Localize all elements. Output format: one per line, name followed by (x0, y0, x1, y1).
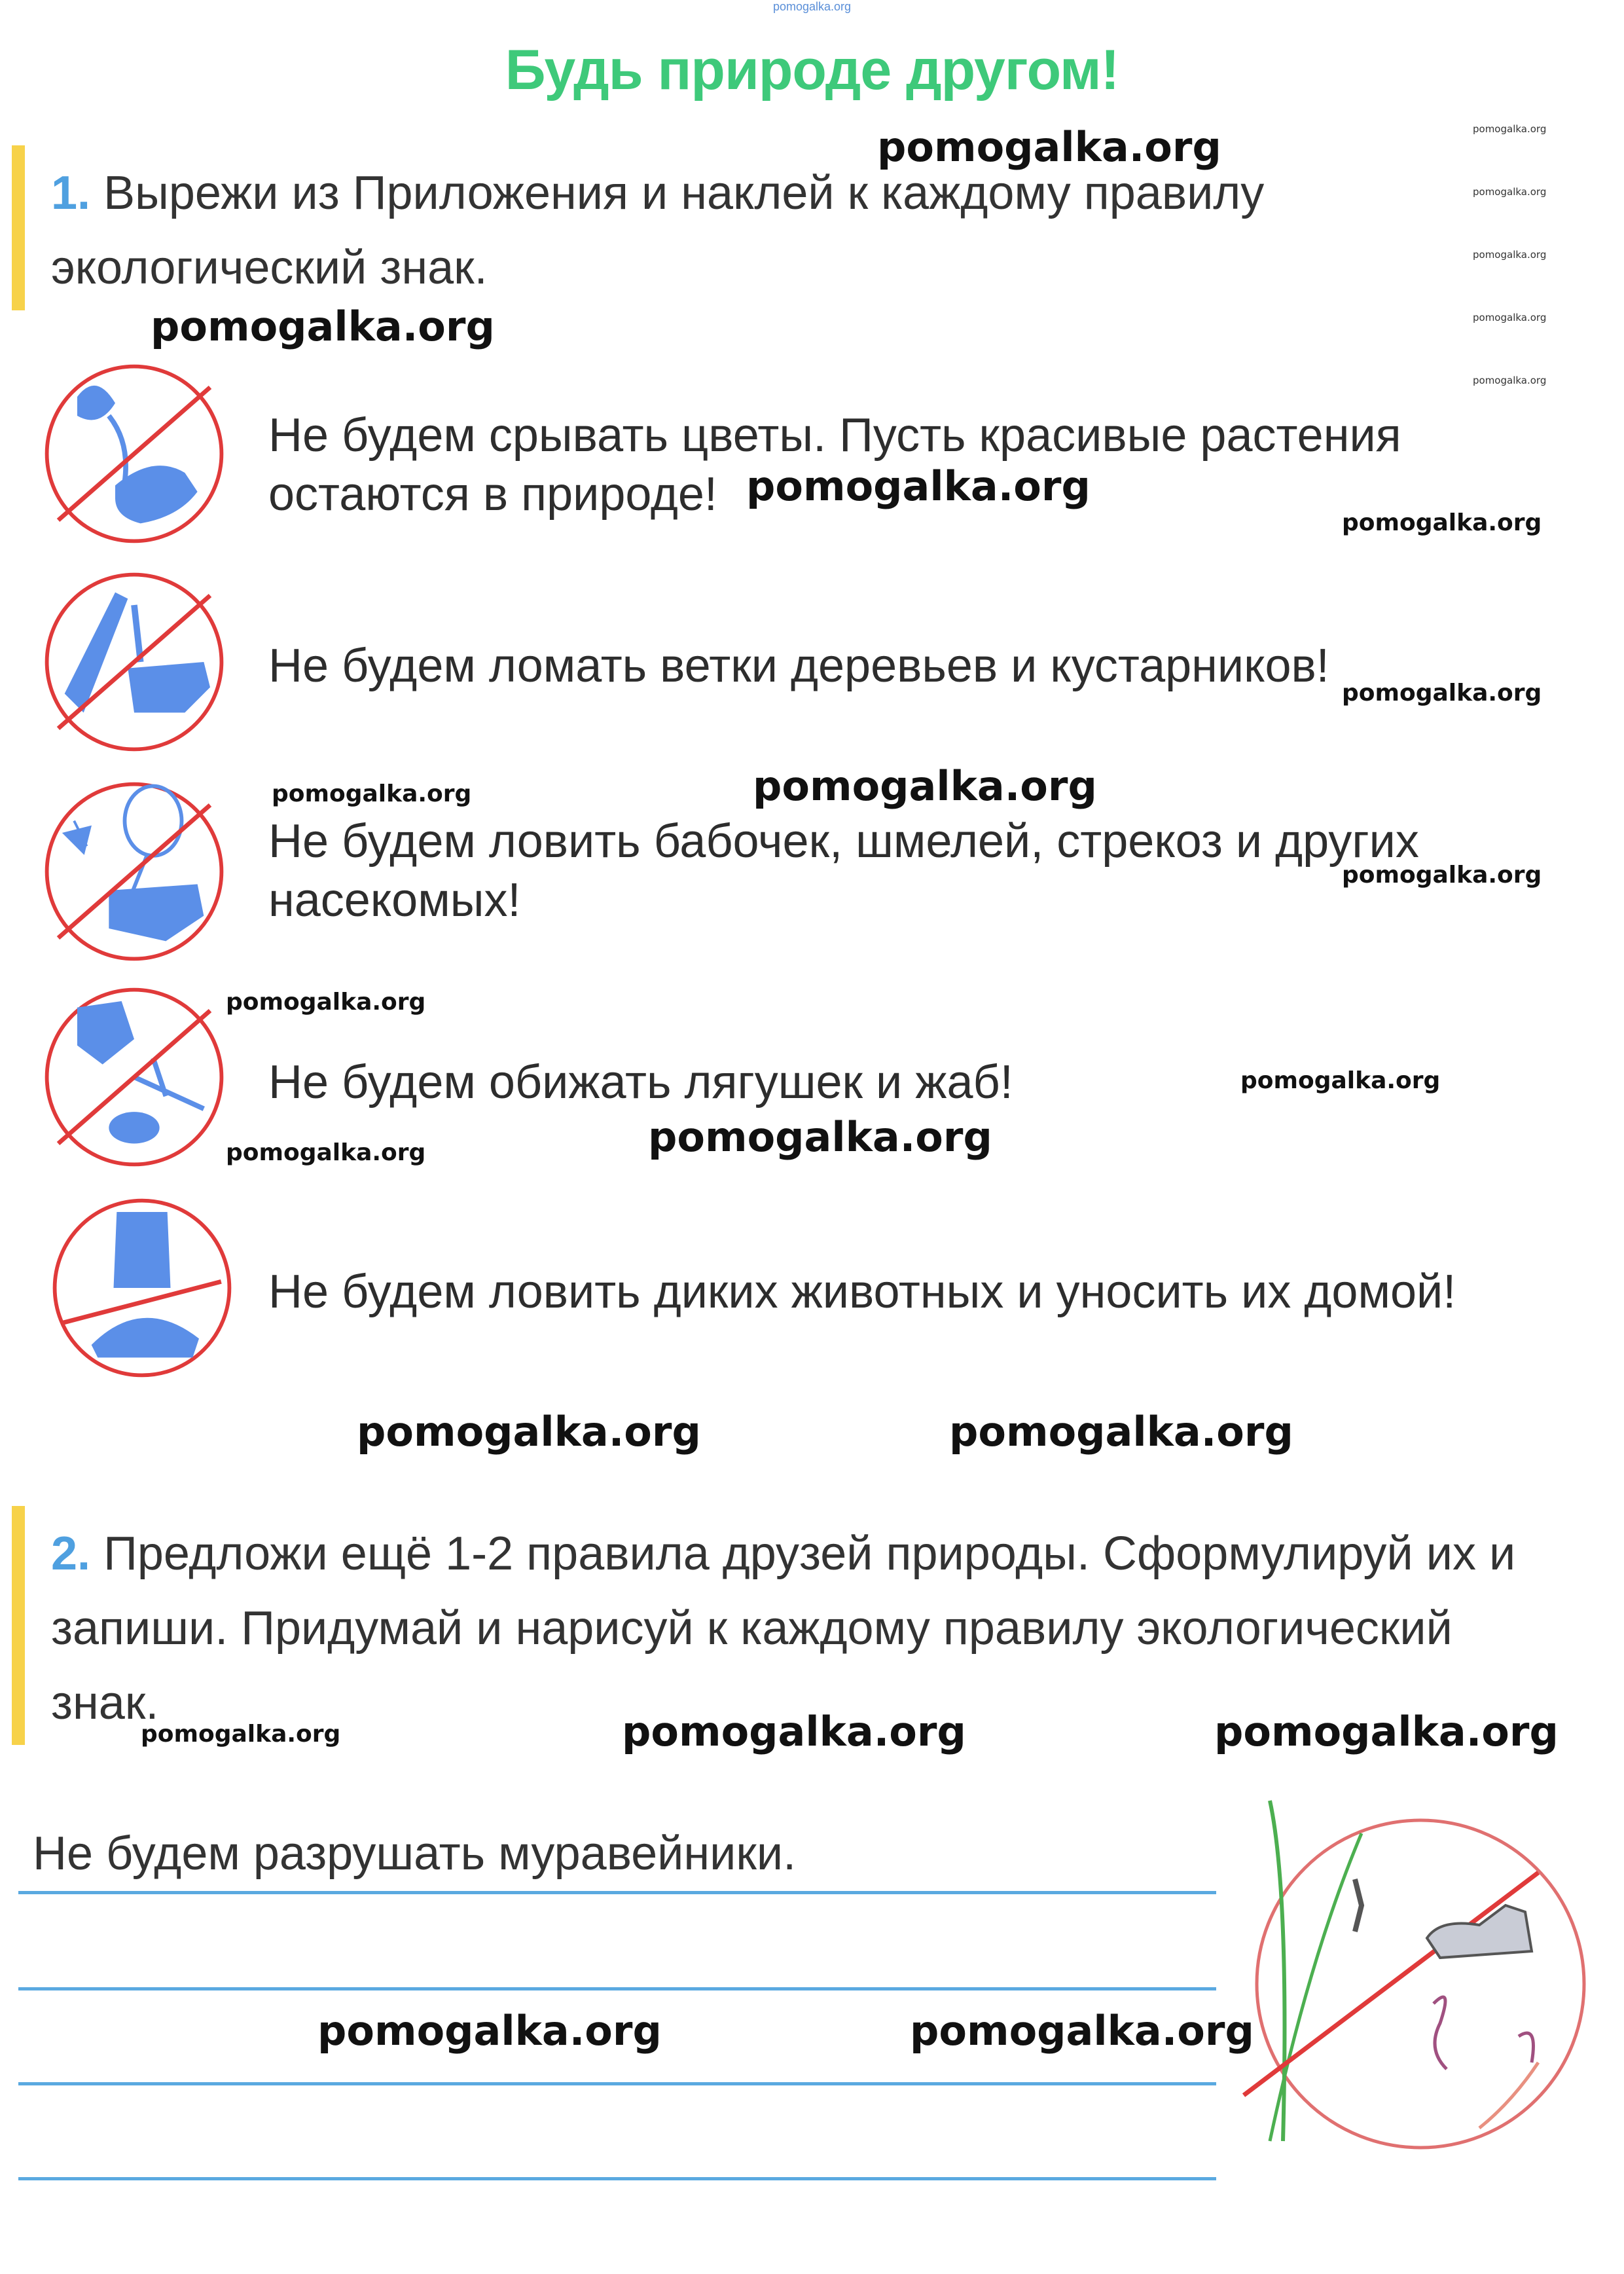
watermark: pomogalka.org (1473, 312, 1547, 323)
task2-accent-bar (12, 1506, 25, 1745)
rule-4-line1: Не будем обижать лягушек и жаб! (268, 1056, 1013, 1109)
task2-line3: знак. (51, 1677, 159, 1729)
rule-1-line2: остаются в природе! (268, 468, 717, 521)
watermark: pomogalka.org (226, 989, 426, 1016)
watermark: pomogalka.org (1473, 123, 1547, 135)
watermark: pomogalka.org (1473, 375, 1547, 386)
ruled-line-3 (18, 2082, 1216, 2085)
task2-line2: запиши. Придумай и нарисуй к каждому правилу экологический (51, 1602, 1453, 1655)
watermark: pomogalka.org (141, 1721, 341, 1748)
watermark: pomogalka.org (1342, 862, 1542, 889)
ruled-line-1 (18, 1891, 1216, 1894)
watermark: pomogalka.org (910, 2007, 1254, 2055)
rule-1-line1: Не будем срывать цветы. Пусть красивые растения (268, 409, 1401, 462)
task2-text-line1: Предложи ещё 1-2 правила друзей природы. Сформулируй их и (103, 1528, 1516, 1580)
rule-5-line1: Не будем ловить диких животных и уносить их домой! (268, 1266, 1456, 1318)
page-title: Будь природе другом! (505, 39, 1119, 101)
watermark: pomogalka.org (317, 2007, 662, 2055)
watermark: pomogalka.org (1473, 186, 1547, 198)
no-catching-insects-icon (39, 777, 229, 966)
task2-number: 2. (51, 1528, 91, 1580)
watermark: pomogalka.org (1473, 249, 1547, 261)
watermark: pomogalka.org (753, 762, 1097, 810)
answer-text: Не будем разрушать муравейники. (33, 1827, 797, 1880)
rule-3-line2: насекомых! (268, 874, 521, 926)
watermark: pomogalka.org (1342, 680, 1542, 706)
task2-line1 (51, 1516, 1515, 1592)
no-catching-animals-icon (47, 1193, 237, 1383)
watermark: pomogalka.org (1342, 509, 1542, 536)
task1-accent-bar (12, 145, 25, 310)
watermark: pomogalka.org (949, 1408, 1293, 1456)
top-watermark: pomogalka.org (772, 0, 852, 13)
watermark: pomogalka.org (272, 780, 472, 807)
watermark: pomogalka.org (357, 1408, 701, 1456)
no-picking-flowers-icon (39, 359, 229, 549)
task1-text-line1: Вырежи из Приложения и наклей к каждому правилу (103, 167, 1265, 219)
no-destroying-anthills-icon (1231, 1788, 1597, 2154)
watermark: pomogalka.org (877, 123, 1221, 171)
watermark: pomogalka.org (1240, 1067, 1441, 1094)
rule-3-line1: Не будем ловить бабочек, шмелей, стрекоз и других (268, 815, 1419, 868)
task1-line2: экологический знак. (51, 242, 488, 294)
ruled-line-2 (18, 1987, 1216, 1990)
watermark: pomogalka.org (746, 462, 1091, 510)
no-hurting-frogs-icon (39, 982, 229, 1172)
no-breaking-branches-icon (39, 567, 229, 757)
watermark: pomogalka.org (648, 1113, 992, 1161)
task1-number: 1. (51, 167, 91, 219)
watermark: pomogalka.org (226, 1139, 426, 1166)
watermark: pomogalka.org (151, 303, 495, 350)
ruled-line-4 (18, 2177, 1216, 2180)
watermark: pomogalka.org (622, 1708, 966, 1755)
watermark: pomogalka.org (1214, 1708, 1559, 1755)
rule-2-line1: Не будем ломать ветки деревьев и кустарников! (268, 640, 1329, 692)
